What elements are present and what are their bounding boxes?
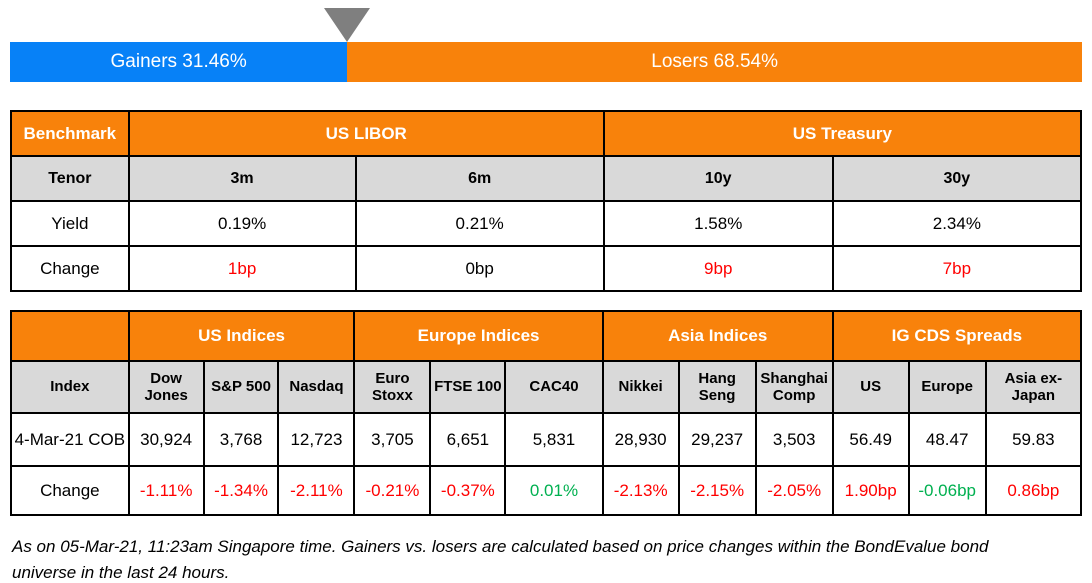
col-nikkei: Nikkei [603,361,679,413]
value-nasdaq: 12,723 [278,413,354,466]
col-hang-seng: Hang Seng [679,361,756,413]
change-shanghai-comp: -2.05% [756,466,833,515]
value-ftse-100: 6,651 [430,413,505,466]
yield-3m: 0.19% [129,201,356,246]
indices-corner-cell [11,311,129,361]
change-10y: 9bp [604,246,833,291]
us-libor-group-header: US LIBOR [129,111,604,156]
yield-6m: 0.21% [356,201,604,246]
us-indices-group-header: US Indices [129,311,355,361]
change-cds-asia-ex-japan: 0.86bp [986,466,1081,515]
value-cds-us: 56.49 [833,413,909,466]
value-nikkei: 28,930 [603,413,679,466]
col-euro-stoxx: Euro Stoxx [354,361,430,413]
indices-table [10,310,1082,516]
value-shanghai-comp: 3,503 [756,413,833,466]
tenor-30y: 30y [833,156,1081,201]
benchmark-group-row [11,111,1081,156]
indices-column-header-row [11,361,1081,413]
col-dow-jones: Dow Jones [129,361,204,413]
market-summary-page [10,0,1082,583]
change-30y: 7bp [833,246,1081,291]
value-cds-asia-ex-japan: 59.83 [986,413,1081,466]
gainers-label: Gainers 31.46% [110,51,247,72]
change-6m: 0bp [356,246,604,291]
tenor-label: Tenor [11,156,129,201]
value-hang-seng: 29,237 [679,413,756,466]
col-cds-europe: Europe [909,361,986,413]
change-ftse-100: -0.37% [430,466,505,515]
col-sp-500: S&P 500 [204,361,279,413]
col-cac40: CAC40 [505,361,602,413]
footnote: As on 05-Mar-21, 11:23am Singapore time. Gainers vs. losers are calculated based on price changes within the BondEvalue bond universe in the last 24 hours. [12,537,989,582]
benchmark-tenor-row [11,156,1081,201]
tenor-6m: 6m [356,156,604,201]
europe-indices-group-header: Europe Indices [354,311,602,361]
col-cds-asia-ex-japan: Asia ex-Japan [986,361,1081,413]
value-cds-europe: 48.47 [909,413,986,466]
yield-row-label: Yield [11,201,129,246]
us-treasury-group-header: US Treasury [604,111,1081,156]
value-sp-500: 3,768 [204,413,279,466]
indices-change-row [11,466,1081,515]
change-dow-jones: -1.11% [129,466,204,515]
benchmark-corner-cell: Benchmark [11,111,129,156]
down-triangle-marker-icon [324,8,370,42]
change-nikkei: -2.13% [603,466,679,515]
col-ftse-100: FTSE 100 [430,361,505,413]
benchmark-table [10,110,1082,292]
yield-30y: 2.34% [833,201,1081,246]
losers-label: Losers 68.54% [651,51,778,72]
change-cac40: 0.01% [505,466,602,515]
value-dow-jones: 30,924 [129,413,204,466]
benchmark-change-row [11,246,1081,291]
gainers-segment [10,42,347,82]
col-nasdaq: Nasdaq [278,361,354,413]
tenor-10y: 10y [604,156,833,201]
tenor-3m: 3m [129,156,356,201]
change-euro-stoxx: -0.21% [354,466,430,515]
col-shanghai-comp: Shanghai Comp [756,361,833,413]
col-cds-us: US [833,361,909,413]
value-cac40: 5,831 [505,413,602,466]
yield-10y: 1.58% [604,201,833,246]
losers-segment [347,42,1082,82]
change-nasdaq: -2.11% [278,466,354,515]
indices-value-row [11,413,1081,466]
index-label: Index [11,361,129,413]
benchmark-change-row-label: Change [11,246,129,291]
change-cds-europe: -0.06bp [909,466,986,515]
indices-change-row-label: Change [11,466,129,515]
gainers-losers-track [10,42,1082,82]
asia-indices-group-header: Asia Indices [603,311,833,361]
value-euro-stoxx: 3,705 [354,413,430,466]
ig-cds-spreads-group-header: IG CDS Spreads [833,311,1081,361]
indices-group-row [11,311,1081,361]
change-3m: 1bp [129,246,356,291]
gainers-losers-bar [10,0,1082,82]
change-hang-seng: -2.15% [679,466,756,515]
cob-row-label: 4-Mar-21 COB [11,413,129,466]
change-cds-us: 1.90bp [833,466,909,515]
benchmark-yield-row [11,201,1081,246]
change-sp-500: -1.34% [204,466,279,515]
